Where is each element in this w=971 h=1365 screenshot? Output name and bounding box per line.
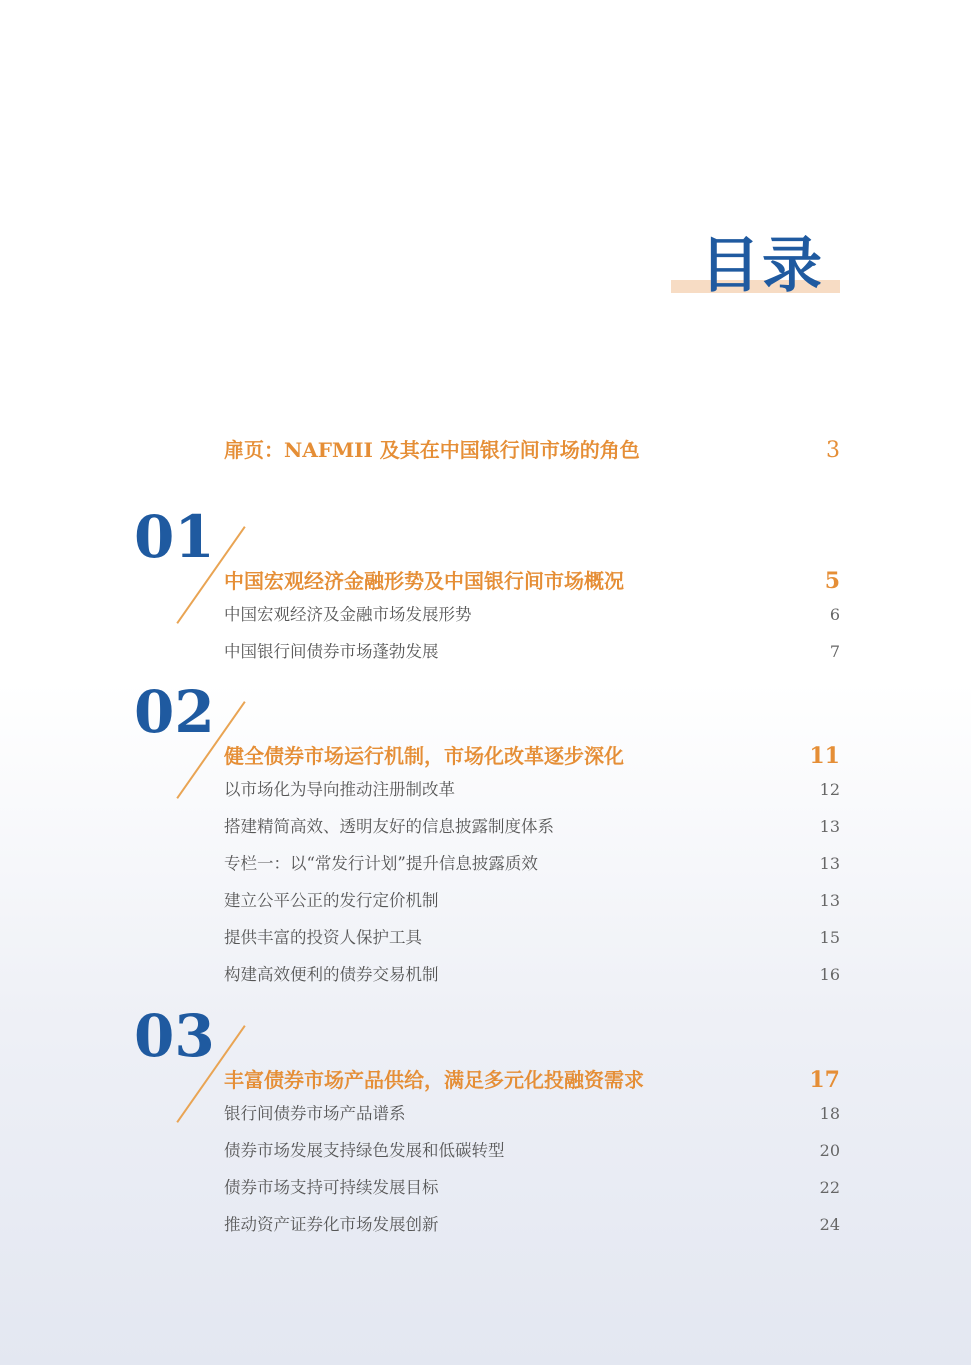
toc-entry[interactable]: [224, 776, 840, 800]
toc-entry-page: 12: [819, 780, 840, 799]
toc-entry-label: 建立公平公正的发行定价机制: [224, 891, 439, 910]
toc-section-heading[interactable]: [224, 1064, 840, 1093]
section-number: 01: [134, 503, 215, 571]
toc-entry-label: 丰富债券市场产品供给，满足多元化投融资需求: [224, 1068, 644, 1092]
toc-entry-page: 24: [819, 1215, 840, 1234]
toc-entry-page: 15: [819, 928, 840, 947]
toc-entry-label: 推动资产证券化市场发展创新: [224, 1215, 439, 1234]
toc-entry-label: 扉页：NAFMII 及其在中国银行间市场的角色: [224, 438, 640, 462]
toc-entry[interactable]: [224, 1211, 840, 1235]
toc-entry[interactable]: [224, 850, 840, 874]
toc-entry[interactable]: [224, 1137, 840, 1161]
toc-entry-label: 专栏一：以“常发行计划”提升信息披露质效: [224, 854, 538, 873]
toc-entry-page: 13: [819, 891, 840, 910]
section-number: 02: [134, 678, 215, 746]
toc-entry-label: 中国银行间债券市场蓬勃发展: [224, 642, 439, 661]
toc-entry-page: 16: [819, 965, 840, 984]
toc-entry-label: 提供丰富的投资人保护工具: [224, 928, 422, 947]
toc-entry[interactable]: [224, 638, 840, 662]
toc-entry-page: 17: [809, 1067, 840, 1093]
toc-entry-label: 债券市场支持可持续发展目标: [224, 1178, 439, 1197]
toc-entry-page: 20: [819, 1141, 840, 1160]
toc-entry-page: 3: [826, 438, 840, 463]
toc-entry-label: 中国宏观经济及金融市场发展形势: [224, 605, 472, 624]
toc-entry-label: 债券市场发展支持绿色发展和低碳转型: [224, 1141, 505, 1160]
toc-entry-page: 13: [819, 854, 840, 873]
toc-entry-label: 中国宏观经济金融形势及中国银行间市场概况: [224, 569, 624, 593]
toc-entry[interactable]: [224, 961, 840, 985]
toc-entry-front[interactable]: [224, 434, 840, 463]
toc-section-heading[interactable]: [224, 565, 840, 594]
toc-entry[interactable]: [224, 813, 840, 837]
toc-entry[interactable]: [224, 601, 840, 625]
toc-entry-page: 5: [824, 568, 840, 594]
toc-entry-label: 构建高效便利的债券交易机制: [224, 965, 439, 984]
toc-entry[interactable]: [224, 887, 840, 911]
toc-entry[interactable]: [224, 924, 840, 948]
page-title: 目录: [700, 231, 824, 301]
toc-entry-page: 7: [829, 642, 840, 661]
toc-entry-label: 以市场化为导向推动注册制改革: [224, 780, 455, 799]
toc-entry[interactable]: [224, 1174, 840, 1198]
toc-entry-page: 11: [809, 743, 840, 769]
section-number: 03: [134, 1002, 215, 1070]
toc-entry-page: 18: [819, 1104, 840, 1123]
toc-entry[interactable]: [224, 1100, 840, 1124]
toc-section-heading[interactable]: [224, 740, 840, 769]
toc-entry-page: 6: [829, 605, 840, 624]
toc-entry-page: 22: [819, 1178, 840, 1197]
toc-entry-label: 银行间债券市场产品谱系: [224, 1104, 406, 1123]
toc-entry-label: 健全债券市场运行机制，市场化改革逐步深化: [224, 744, 624, 768]
toc-entry-label: 搭建精简高效、透明友好的信息披露制度体系: [224, 817, 554, 836]
toc-entry-page: 13: [819, 817, 840, 836]
